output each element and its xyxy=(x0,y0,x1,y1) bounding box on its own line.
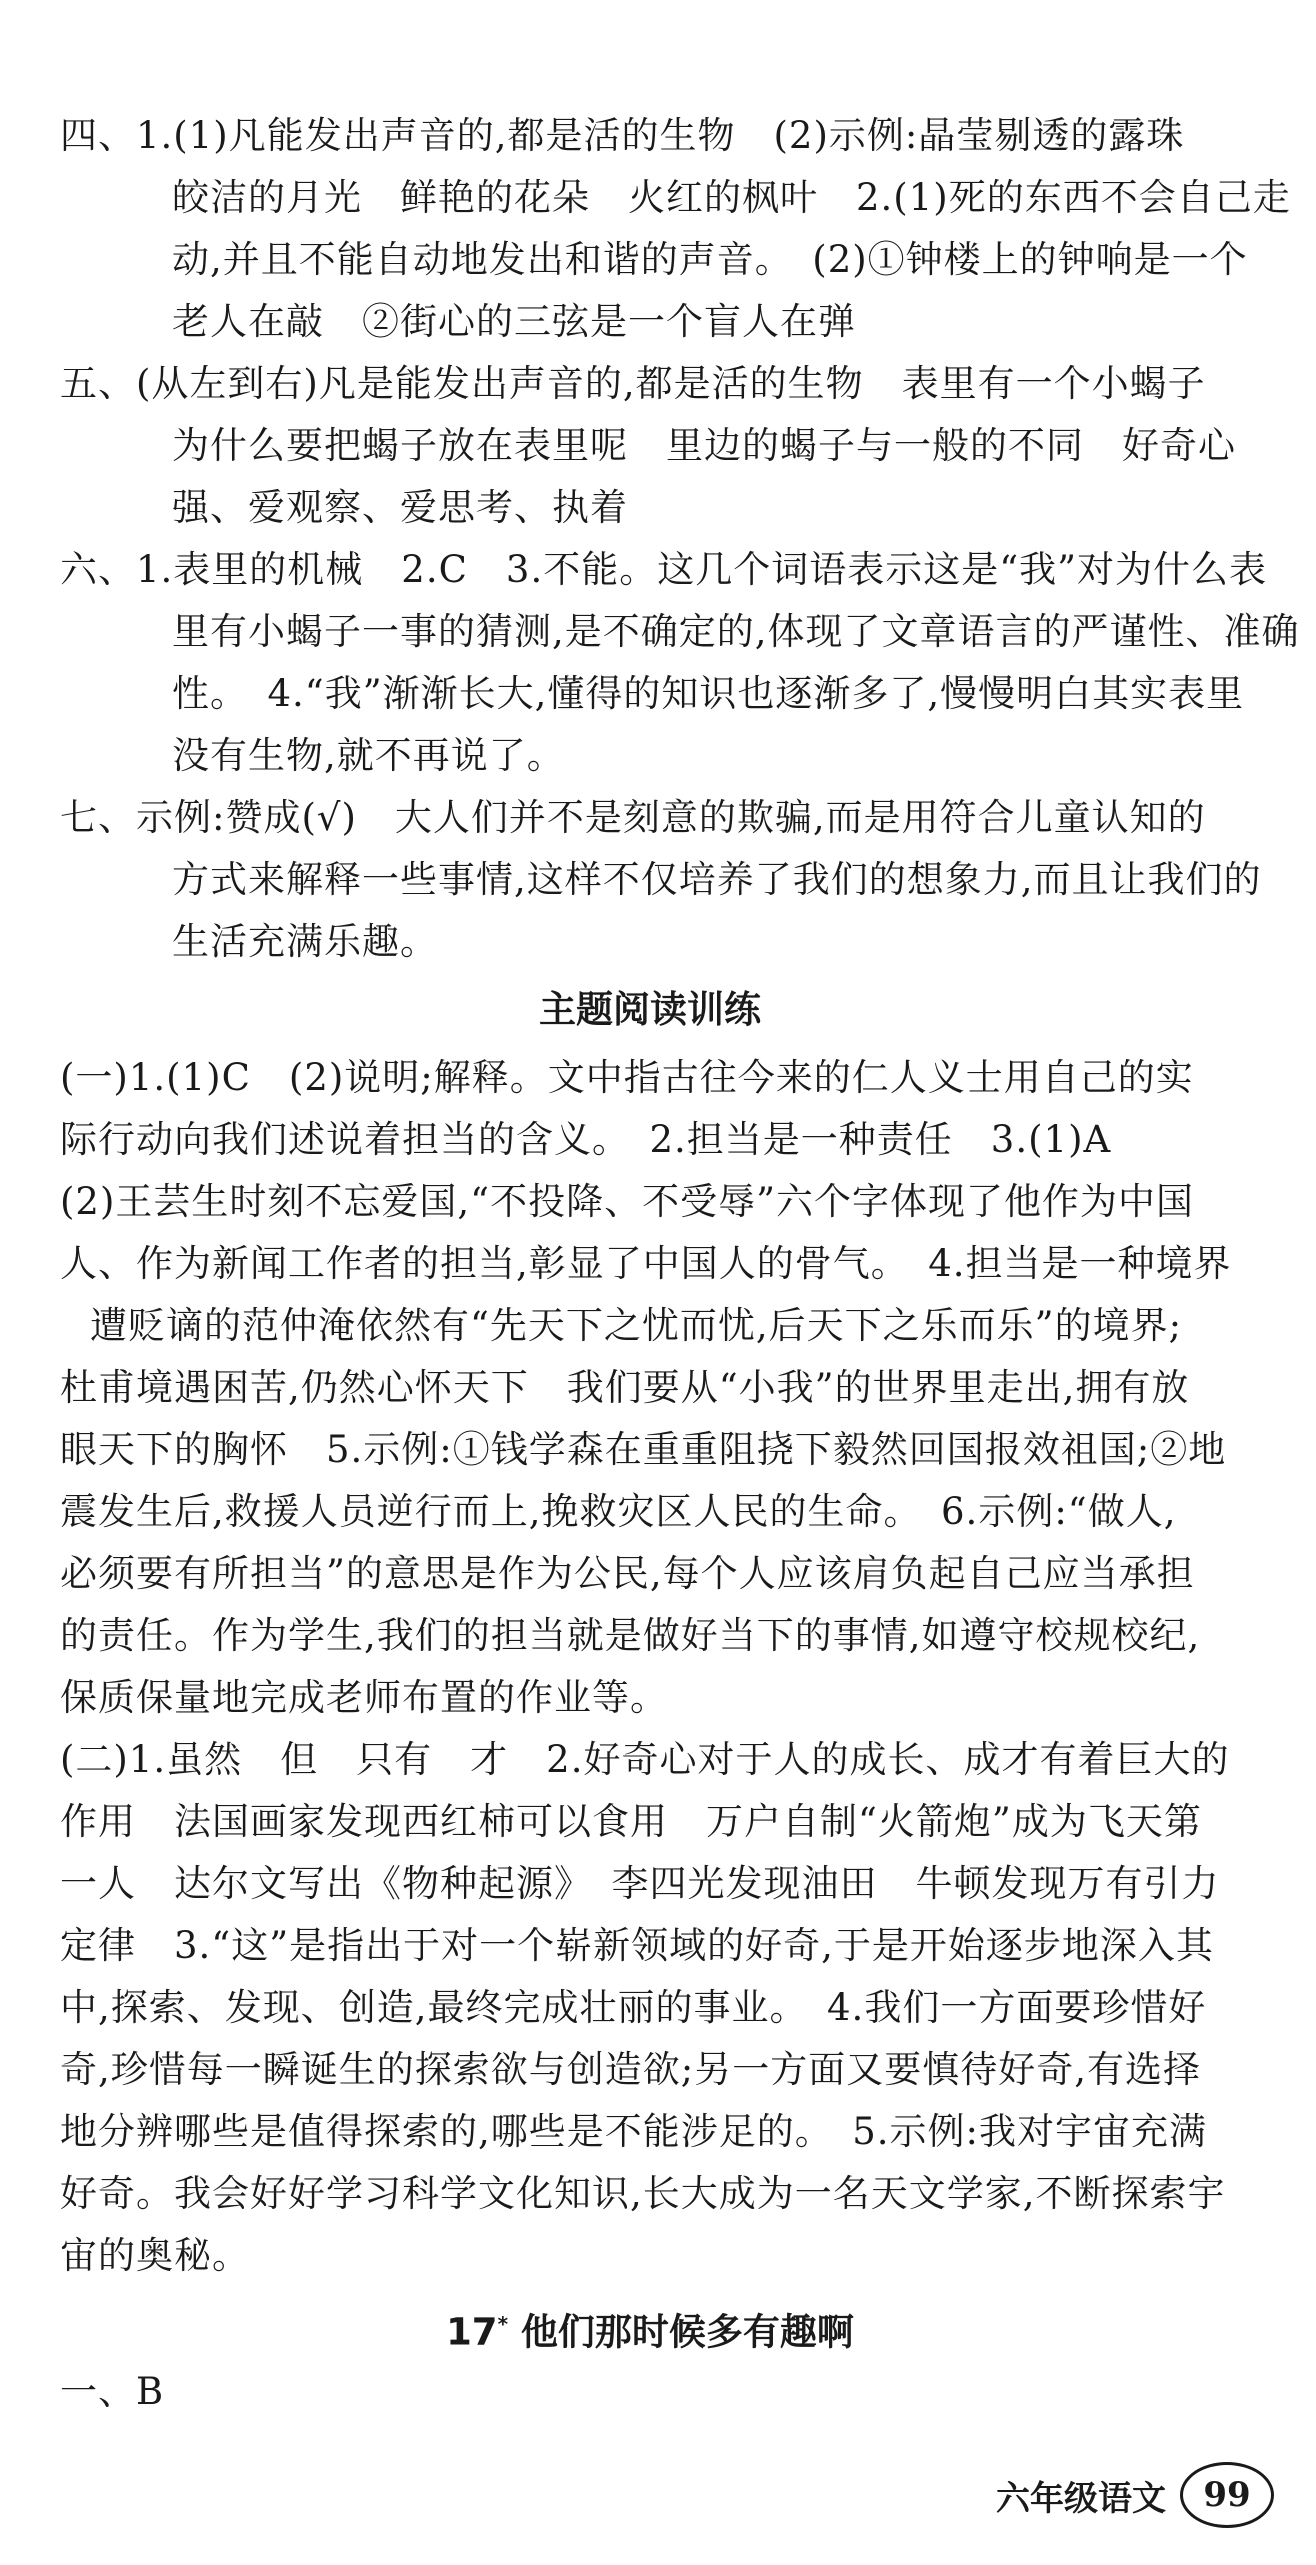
text-line: 里有小蝎子一事的猜测,是不确定的,体现了文章语言的严谨性、准确 xyxy=(172,610,1300,653)
page-number-badge: 99 xyxy=(1180,2462,1274,2528)
text-line: 杜甫境遇困苦,仍然心怀天下 我们要从“小我”的世界里走出,拥有放 xyxy=(60,1366,1190,1409)
lesson-title: 他们那时候多有趣啊 xyxy=(520,2310,854,2354)
page-footer xyxy=(996,2460,1274,2530)
lesson-heading xyxy=(60,2287,1240,2361)
text-line: 方式来解释一些事情,这样不仅培养了我们的想象力,而且让我们的 xyxy=(172,858,1262,901)
text-line: 人、作为新闻工作者的担当,彰显了中国人的骨气。 4.担当是一种境界 xyxy=(60,1242,1232,1285)
text-line: 一、B xyxy=(60,2370,165,2413)
text-line: 作用 法国画家发现西红柿可以食用 万户自制“火箭炮”成为飞天第 xyxy=(60,1800,1202,1843)
answer-page xyxy=(60,105,1300,2423)
lesson-mark: * xyxy=(497,2312,509,2336)
text-line: 必须要有所担当”的意思是作为公民,每个人应该肩负起自己应当承担 xyxy=(60,1552,1195,1595)
text-line: 震发生后,救援人员逆行而上,挽救灾区人民的生命。 6.示例:“做人, xyxy=(60,1490,1177,1533)
text-line: 七、示例:赞成(√) 大人们并不是刻意的欺骗,而是用符合儿童认知的 xyxy=(60,796,1206,839)
text-line: 眼天下的胸怀 5.示例:①钱学森在重重阻挠下毅然回国报效祖国;②地 xyxy=(60,1428,1227,1471)
text-line: 皎洁的月光 鲜艳的花朵 火红的枫叶 2.(1)死的东西不会自己走 xyxy=(172,176,1291,219)
text-line: 六、1.表里的机械 2.C 3.不能。这几个词语表示这是“我”对为什么表 xyxy=(60,548,1268,591)
text-line: 一人 达尔文写出《物种起源》 李四光发现油田 牛顿发现万有引力 xyxy=(60,1862,1220,1905)
text-line: 生活充满乐趣。 xyxy=(172,920,438,963)
text-line: 奇,珍惜每一瞬诞生的探索欲与创造欲;另一方面又要慎待好奇,有选择 xyxy=(60,2048,1201,2091)
text-line: 保质保量地完成老师布置的作业等。 xyxy=(60,1676,668,1719)
lesson-number: 17 xyxy=(446,2310,498,2354)
text-line: (2)王芸生时刻不忘爱国,“不投降、不受辱”六个字体现了他作为中国 xyxy=(60,1180,1195,1223)
text-line: 四、1.(1)凡能发出声音的,都是活的生物 (2)示例:晶莹剔透的露珠 xyxy=(60,114,1185,157)
text-line: 的责任。作为学生,我们的担当就是做好当下的事情,如遵守校规校纪, xyxy=(60,1614,1201,1657)
text-line: 动,并且不能自动地发出和谐的声音。 (2)①钟楼上的钟响是一个 xyxy=(172,238,1248,281)
text-line: 际行动向我们述说着担当的含义。 2.担当是一种责任 3.(1)A xyxy=(60,1118,1112,1161)
text-line: 好奇。我会好好学习科学文化知识,长大成为一名天文学家,不断探索宇 xyxy=(60,2172,1226,2215)
section-heading: 主题阅读训练 xyxy=(539,988,761,1031)
text-line: 老人在敲 ②街心的三弦是一个盲人在弹 xyxy=(172,300,856,343)
text-line: 强、爱观察、爱思考、执着 xyxy=(172,486,628,529)
text-line: 五、(从左到右)凡是能发出声音的,都是活的生物 表里有一个小蝎子 xyxy=(60,362,1206,405)
text-line: 没有生物,就不再说了。 xyxy=(172,734,565,777)
text-line: (二)1.虽然 但 只有 才 2.好奇心对于人的成长、成才有着巨大的 xyxy=(60,1738,1230,1781)
text-line: 定律 3.“这”是指出于对一个崭新领域的好奇,于是开始逐步地深入其 xyxy=(60,1924,1214,1967)
text-line: (一)1.(1)C (2)说明;解释。文中指古往今来的仁人义士用自己的实 xyxy=(60,1056,1194,1099)
book-label: 六年级语文 xyxy=(996,2478,1166,2519)
text-line: 地分辨哪些是值得探索的,哪些是不能涉足的。 5.示例:我对宇宙充满 xyxy=(60,2110,1208,2153)
text-line: 性。 4.“我”渐渐长大,懂得的知识也逐渐多了,慢慢明白其实表里 xyxy=(172,672,1245,715)
text-line: 遭贬谪的范仲淹依然有“先天下之忧而忧,后天下之乐而乐”的境界; xyxy=(90,1304,1183,1347)
text-line: 中,探索、发现、创造,最终完成壮丽的事业。 4.我们一方面要珍惜好 xyxy=(60,1986,1207,2029)
text-line: 宙的奥秘。 xyxy=(60,2234,250,2277)
text-line: 为什么要把蝎子放在表里呢 里边的蝎子与一般的不同 好奇心 xyxy=(172,424,1236,467)
